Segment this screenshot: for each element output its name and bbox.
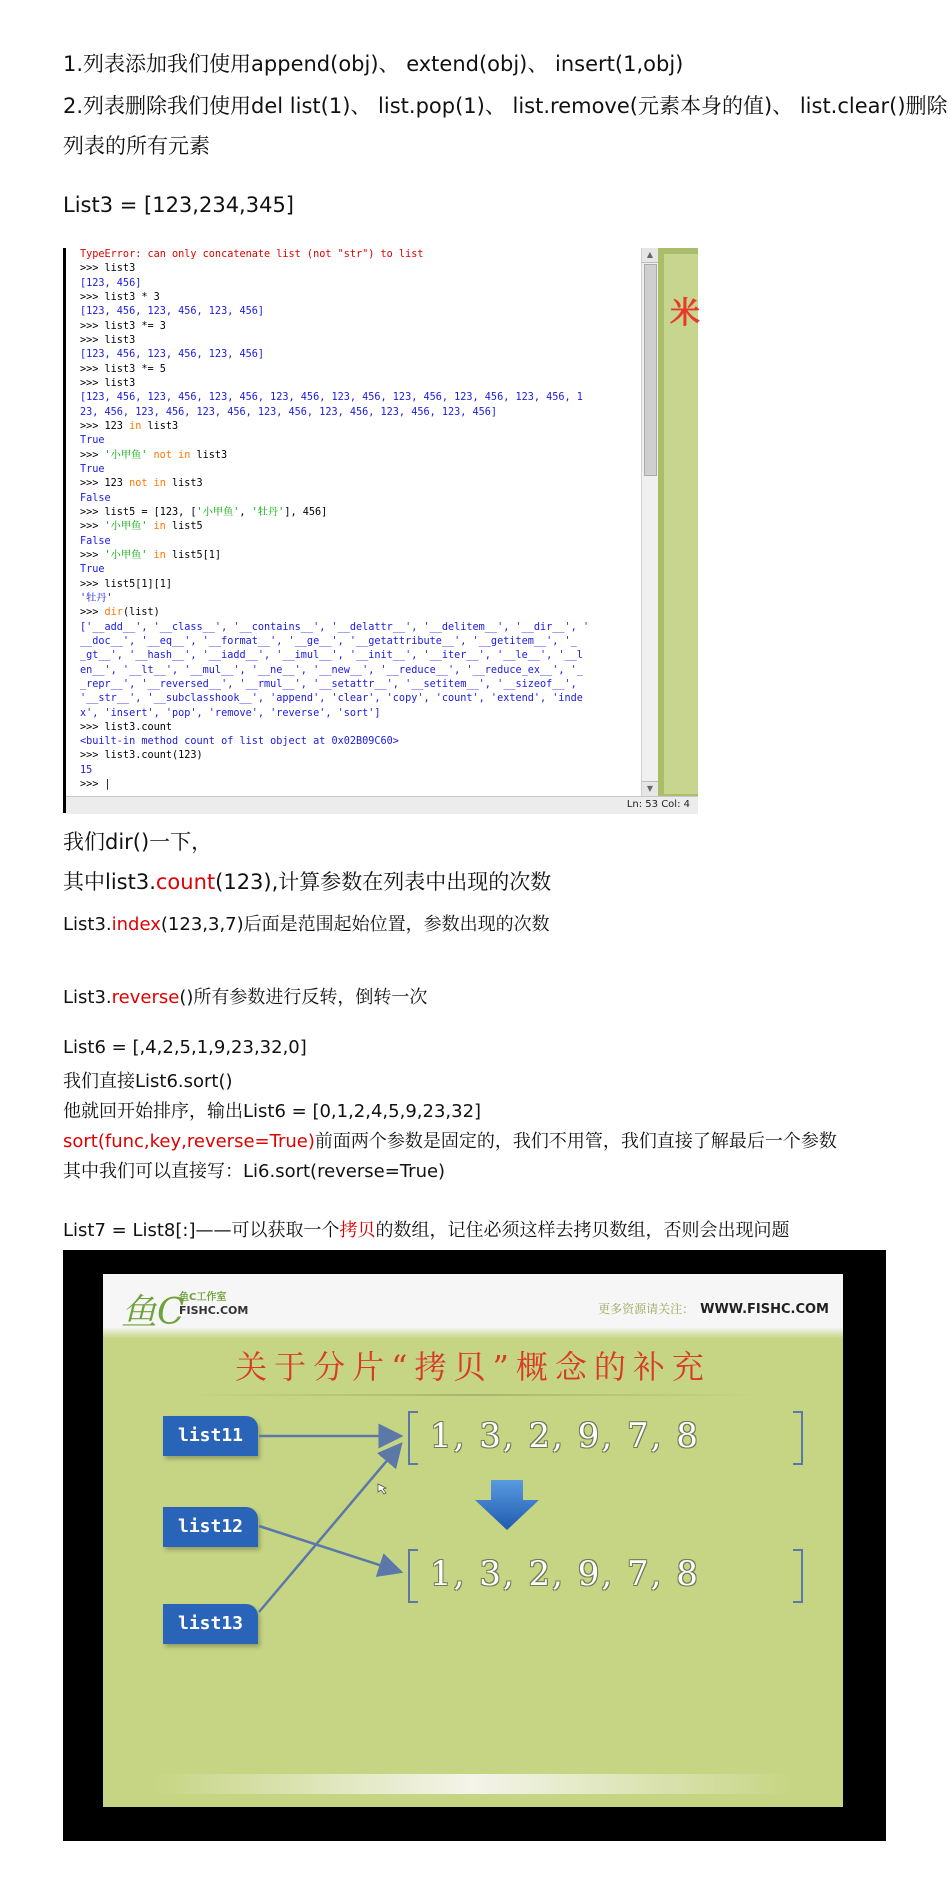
shell-token: >>> list3 * 3 [80, 291, 160, 303]
site-prefix: 更多资源请关注： [598, 1302, 695, 1316]
shell-line [80, 778, 635, 792]
shell-line [80, 277, 635, 291]
shell-line [80, 535, 635, 549]
shell-output [80, 248, 635, 796]
shell-token: ['__add__', '__class__', '__contains__', '__delattr__', '__delitem__', '__dir__', ' [80, 621, 590, 633]
shell-line [80, 320, 635, 334]
line-reverse [63, 983, 427, 1009]
shell-line [80, 692, 635, 706]
line-sort-signature-rest: 前面两个参数是固定的，我们不用管，我们直接了解最后一个参数 [314, 1131, 837, 1152]
shell-line [80, 434, 635, 448]
background-window-edge [658, 248, 698, 796]
line-sort-reverse: 其中我们可以直接写：Li6.sort(reverse=True) [63, 1161, 446, 1182]
shell-line [80, 735, 635, 749]
line-list6-def: List6 = [,4,2,5,1,9,23,32,0] [63, 1037, 307, 1058]
shell-token: >>> list3 [80, 334, 136, 346]
shell-line [80, 563, 635, 577]
shell-line [80, 621, 635, 635]
tag-list11: list11 [163, 1416, 258, 1456]
shell-line [80, 262, 635, 276]
site-name: WWW.FISHC.COM [700, 1302, 829, 1317]
tag-list12: list12 [163, 1507, 258, 1547]
shell-token: >>> list3 [80, 377, 136, 389]
shell-token: '__str__', '__subclasshook__', 'append', 'clear', 'copy', 'count', 'extend', 'inde [80, 693, 583, 705]
line-reverse-keyword: reverse [111, 987, 180, 1008]
shell-token: __doc__', '__eq__', '__format__', '__ge__', '__getattribute__', '__getitem__', '_ [80, 635, 577, 647]
shell-line [80, 606, 635, 620]
shell-token: 15 [80, 764, 93, 776]
shell-token: TypeError: can only concatenate list (not "str") to list [80, 249, 424, 260]
slide-arrows [103, 1274, 843, 1807]
shell-scrollbar[interactable] [641, 248, 658, 796]
shell-token: <built-in method count of list object at 0x02B09C60> [80, 736, 399, 748]
shell-line [80, 334, 635, 348]
shell-token: list3 [165, 478, 203, 490]
shell-token: (list) [122, 607, 160, 619]
python-shell-screenshot [63, 248, 700, 813]
list-values-top: 1, 3, 2, 9, 7, 8 [430, 1416, 700, 1456]
line-slice-copy [63, 1216, 789, 1242]
line-sort-signature-red: sort(func,key,reverse=True) [63, 1131, 315, 1152]
slide-screenshot [63, 1250, 886, 1841]
shell-line [80, 363, 635, 377]
line-delete-methods-cont: 列表的所有元素 [63, 134, 210, 158]
shell-line [80, 492, 635, 506]
cursor-icon [378, 1484, 386, 1494]
shell-token: _gt__', '__hash__', '__iadd__', '__imul__', '__init__', '__iter__', '__le__', '__l [80, 650, 583, 662]
shell-token: , [239, 506, 252, 518]
shell-line [80, 291, 635, 305]
line-count [63, 866, 551, 896]
shell-token: x', 'insert', 'pop', 'remove', 'reverse', 'sort'] [80, 707, 381, 719]
line-slice-keyword: 拷贝 [339, 1220, 376, 1241]
shell-token: [123, 456, 123, 456, 123, 456] [80, 349, 265, 361]
shell-line [80, 721, 635, 735]
shell-line [80, 592, 635, 606]
line-index-prefix: List3. [63, 914, 112, 935]
shell-token: [123, 456, 123, 456, 123, 456] [80, 306, 265, 318]
shell-token: '牡丹' [80, 592, 113, 604]
shell-token: >>> list3 *= 5 [80, 363, 166, 375]
line-index-keyword: index [111, 914, 161, 935]
shell-token: '小甲鱼' [196, 506, 240, 518]
list-values-bottom: 1, 3, 2, 9, 7, 8 [430, 1554, 700, 1594]
shell-token: >>> [80, 449, 105, 461]
shell-token: not in [129, 478, 166, 490]
shell-line [80, 506, 635, 520]
line-index [63, 910, 550, 936]
shell-line [80, 549, 635, 563]
shell-line [80, 463, 635, 477]
scroll-up-icon[interactable]: ▲ [642, 248, 658, 263]
shell-token: '牡丹' [251, 506, 285, 518]
shell-token: >>> 123 [80, 478, 130, 490]
side-char: 米 [670, 296, 700, 331]
shell-line [80, 420, 635, 434]
logo-site: FISHC.COM [179, 1304, 249, 1317]
shell-line [80, 348, 635, 362]
shell-token: >>> list3 *= 3 [80, 320, 166, 332]
shell-token: >>> [80, 549, 105, 561]
shell-line [80, 649, 635, 663]
down-arrow-icon [475, 1480, 539, 1530]
shell-line [80, 406, 635, 420]
shell-line [80, 635, 635, 649]
line-add-methods: 1.列表添加我们使用append(obj)、 extend(obj)、 insert(1,obj) [63, 52, 684, 76]
shell-token: '小甲鱼' [104, 449, 148, 461]
shell-line [80, 305, 635, 319]
cursor-position: Ln: 53 Col: 4 [626, 799, 690, 810]
line-reverse-suffix: ()所有参数进行反转，倒转一次 [179, 987, 428, 1008]
shell-token: >>> | [80, 779, 111, 791]
logo-mark: 鱼C [121, 1292, 185, 1333]
arrow-list13-top [259, 1444, 401, 1612]
shell-token: >>> list3.count [80, 721, 173, 733]
shell-line [80, 449, 635, 463]
slide [103, 1274, 843, 1807]
tag-list13: list13 [163, 1604, 258, 1644]
shell-token: '小甲鱼' [104, 521, 148, 533]
line-count-suffix: (123),计算参数在列表中出现的次数 [215, 870, 552, 894]
shell-token: False [80, 535, 111, 547]
shell-token: True [80, 435, 105, 447]
shell-token: >>> [80, 521, 105, 533]
scroll-thumb[interactable] [644, 264, 657, 476]
line-sort-signature [63, 1127, 837, 1153]
line-count-keyword: count [155, 870, 216, 894]
shell-token: ], 456] [284, 506, 328, 518]
shell-token: >>> list5[1][1] [80, 578, 173, 590]
line-slice-prefix: List7 = List8[:]——可以获取一个 [63, 1220, 340, 1241]
shell-token: list3 [141, 420, 179, 432]
shell-line [80, 391, 635, 405]
shell-token: True [80, 463, 105, 475]
line-dir: 我们dir()一下， [63, 830, 213, 854]
shell-line [80, 678, 635, 692]
shell-token: _repr__', '__reversed__', '__rmul__', '__setattr__', '__setitem__', '__sizeof__', [80, 678, 577, 690]
shell-token: '小甲鱼' [104, 549, 148, 561]
shell-statusbar [66, 796, 698, 814]
shell-token: 23, 456, 123, 456, 123, 456, 123, 456, 123, 456, 123, 456, 123, 456] [80, 406, 498, 418]
shell-token: dir [104, 607, 123, 619]
shell-token: in [147, 521, 172, 533]
line-slice-suffix: 的数组，记住必须这样去拷贝数组，否则会出现问题 [375, 1220, 790, 1241]
shell-line [80, 764, 635, 778]
line-list3-def: List3 = [123,234,345] [63, 193, 294, 217]
shell-line [80, 664, 635, 678]
shell-token: False [80, 492, 111, 504]
shell-token: True [80, 564, 105, 576]
arrow-list12-bottom [259, 1526, 401, 1572]
shell-line [80, 749, 635, 763]
shell-token: [123, 456, 123, 456, 123, 456, 123, 456, 123, 456, 123, 456, 123, 456, 123, 456, 1 [80, 392, 583, 404]
shell-token: not in [147, 449, 197, 461]
shell-token: >>> list3 [80, 263, 136, 275]
shell-line [80, 377, 635, 391]
shell-line [80, 520, 635, 534]
shell-token: list5 [171, 521, 203, 533]
line-delete-methods: 2.列表删除我们使用del list(1)、 list.pop(1)、 list.remove(元素本身的值)、 list.clear()删除 [63, 94, 948, 118]
shell-line [80, 248, 635, 262]
line-count-prefix: 其中list3. [63, 870, 156, 894]
shell-token: in [147, 549, 172, 561]
line-index-suffix: (123,3,7)后面是范围起始位置，参数出现的次数 [160, 914, 550, 935]
shell-token: en__', '__lt__', '__mul__', '__ne__', '__new__', '__reduce__', '__reduce_ex__', '_ [80, 664, 583, 676]
line-reverse-prefix: List3. [63, 987, 112, 1008]
shell-token: in [129, 420, 142, 432]
shell-token: >>> list5 = [123, [ [80, 506, 197, 518]
line-sort: 我们直接List6.sort() [63, 1071, 233, 1092]
shell-token: >>> [80, 607, 105, 619]
slide-footer-bar [153, 1774, 793, 1794]
shell-line [80, 578, 635, 592]
shell-token: list5[1] [171, 549, 222, 561]
shell-token: [123, 456] [80, 277, 142, 289]
line-sort-output: 他就回开始排序，输出List6 = [0,1,2,4,5,9,23,32] [63, 1101, 482, 1122]
logo-studio: 鱼C工作室 [179, 1292, 227, 1303]
shell-token: >>> list3.count(123) [80, 750, 203, 762]
scroll-down-icon[interactable]: ▼ [642, 781, 658, 796]
shell-line [80, 477, 635, 491]
shell-token: list3 [196, 449, 228, 461]
shell-line [80, 707, 635, 721]
shell-token: >>> 123 [80, 420, 130, 432]
slide-title: 关于分片“拷贝”概念的补充 [235, 1348, 711, 1386]
